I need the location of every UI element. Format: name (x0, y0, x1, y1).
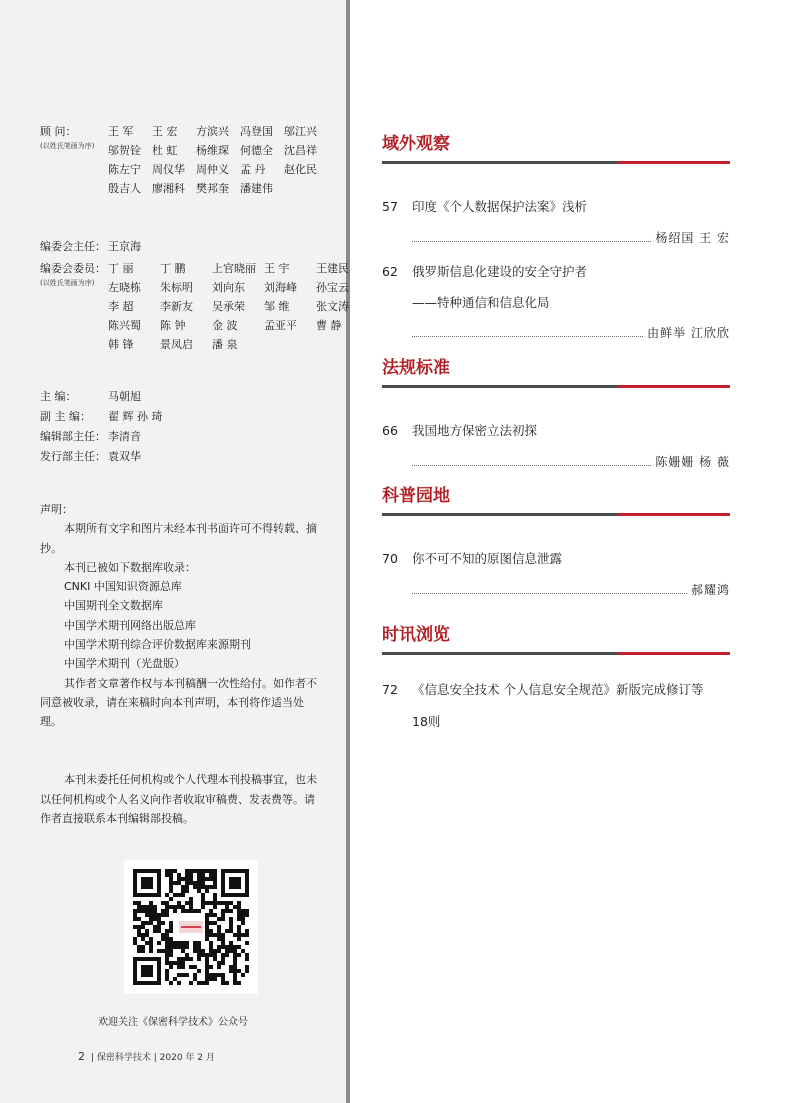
footer-journal: | 保密科学技术 | 2020 年 2 月 (91, 1053, 215, 1063)
toc-leader (412, 453, 730, 470)
page-ref: 57 (382, 199, 398, 214)
advisors-note: (以姓氏笔画为序) (40, 142, 95, 150)
section-rule (382, 652, 730, 655)
declaration-p2: 本刊已被如下数据库收录： (64, 560, 196, 574)
staff-role: 主 编： (40, 390, 77, 403)
article-authors: 由鲜举 江欣欣 (647, 326, 730, 340)
declaration (40, 500, 320, 732)
toc-section-header (382, 133, 730, 164)
committee-head-role: 编委会主任： (40, 240, 106, 253)
section-title: 科普园地 (382, 486, 450, 506)
staff-role: 编辑部主任： (40, 430, 106, 443)
toc-entry[interactable] (382, 549, 730, 567)
article-title: 我国地方保密立法初探 (412, 423, 538, 438)
article-authors: 杨绍国 王 宏 (655, 231, 730, 245)
advisors-row: 王 军 王 宏 方滨兴 冯登国 邬江兴 (108, 125, 317, 138)
committee-row: 左晓栋 朱标明 刘向东 刘海峰 孙宝云 (108, 281, 349, 294)
staff-role: 副 主 编： (40, 410, 91, 423)
toc-entry[interactable] (382, 421, 730, 439)
toc-entry[interactable] (382, 262, 730, 280)
notice-text: 本刊未委托任何机构或个人代理本刊投稿事宜，也未以任何机构或个人名义向作者收取审稿费、发表费等。请作者直接联系本刊编辑部投稿。 (40, 773, 317, 825)
page-number: 2 (78, 1050, 85, 1063)
committee-note: (以姓氏笔画为序) (40, 279, 95, 287)
committee-role: 编委会委员： (40, 262, 106, 275)
staff-name: 翟 辉 孙 琦 (108, 410, 163, 423)
page-ref: 62 (382, 264, 398, 279)
page-ref: 72 (382, 682, 398, 697)
section-title: 法规标准 (382, 358, 450, 378)
advisors-role: 顾 问： (40, 125, 77, 138)
declaration-p3: 其作者文章著作权与本刊稿酬一次性给付。如作者不同意被收录，请在来稿时向本刊声明，本刊将作适当处理。 (40, 676, 317, 729)
database-item: CNKI 中国知识资源总库 (64, 580, 182, 594)
article-title: 你不可不知的原图信息泄露 (412, 551, 563, 566)
staff-role: 发行部主任： (40, 450, 106, 463)
toc-leader (412, 324, 730, 341)
committee-row: 丁 丽 丁 鹏 上官晓丽 王 宇 王建民 (108, 262, 349, 275)
declaration-p1: 本期所有文字和图片未经本刊书面许可不得转载、摘抄。 (40, 522, 317, 555)
database-item: 中国学术期刊综合评价数据库来源期刊 (64, 638, 251, 652)
article-subtitle: ——特种通信和信息化局 (412, 295, 550, 310)
wechat-qr-code (124, 860, 258, 994)
committee-row: 李 超 李新友 吴承荣 邹 维 张文涛 (108, 300, 349, 313)
toc-leader (412, 229, 730, 246)
database-item: 中国学术期刊（光盘版） (64, 657, 185, 671)
toc-entry[interactable] (382, 197, 730, 215)
page-divider (346, 0, 350, 1103)
committee-row: 韩 锋 景凤启 潘 泉 (108, 338, 238, 351)
staff-name: 袁双华 (108, 450, 141, 463)
article-subtitle: 18则 (412, 714, 441, 729)
declaration-heading: 声明： (40, 503, 73, 516)
page-ref: 66 (382, 423, 398, 438)
toc-section-header (382, 357, 730, 388)
toc-section-header (382, 485, 730, 516)
staff-name: 李清音 (108, 430, 141, 443)
advisors-row: 邬贺铨 杜 虹 杨维琛 何德全 沈昌祥 (108, 144, 317, 157)
toc-leader (412, 581, 730, 598)
article-title: 印度《个人数据保护法案》浅析 (412, 199, 588, 214)
article-authors: 郝耀鸿 (690, 583, 730, 597)
toc-section-header (382, 624, 730, 655)
database-item: 中国期刊全文数据库 (64, 599, 163, 613)
page-footer (78, 1050, 215, 1063)
section-rule (382, 161, 730, 164)
section-title: 域外观察 (382, 134, 450, 154)
advisors-row: 陈左宁 周仪华 周仲义 孟 丹 赵化民 (108, 163, 317, 176)
article-title: 《信息安全技术 个人信息安全规范》新版完成修订等 (412, 682, 704, 697)
toc-entry[interactable] (382, 680, 730, 698)
article-authors: 陈姗姗 杨 薇 (655, 455, 730, 469)
advisors-row: 殷吉人 廖湘科 樊邦奎 潘建伟 (108, 182, 273, 195)
section-title: 时讯浏览 (382, 625, 450, 645)
qr-caption: 欢迎关注《保密科学技术》公众号 (98, 1017, 248, 1028)
page-ref: 70 (382, 551, 398, 566)
article-title: 俄罗斯信息化建设的安全守护者 (412, 264, 588, 279)
section-rule (382, 513, 730, 516)
submission-notice (40, 770, 320, 829)
staff-name: 马朝旭 (108, 390, 141, 403)
database-item: 中国学术期刊网络出版总库 (64, 618, 196, 632)
committee-row: 陈兴蜀 陈 钟 金 波 孟亚平 曹 静 (108, 319, 342, 332)
section-rule (382, 385, 730, 388)
committee-head-name: 王京海 (108, 240, 141, 253)
qr-code-icon (124, 860, 258, 994)
